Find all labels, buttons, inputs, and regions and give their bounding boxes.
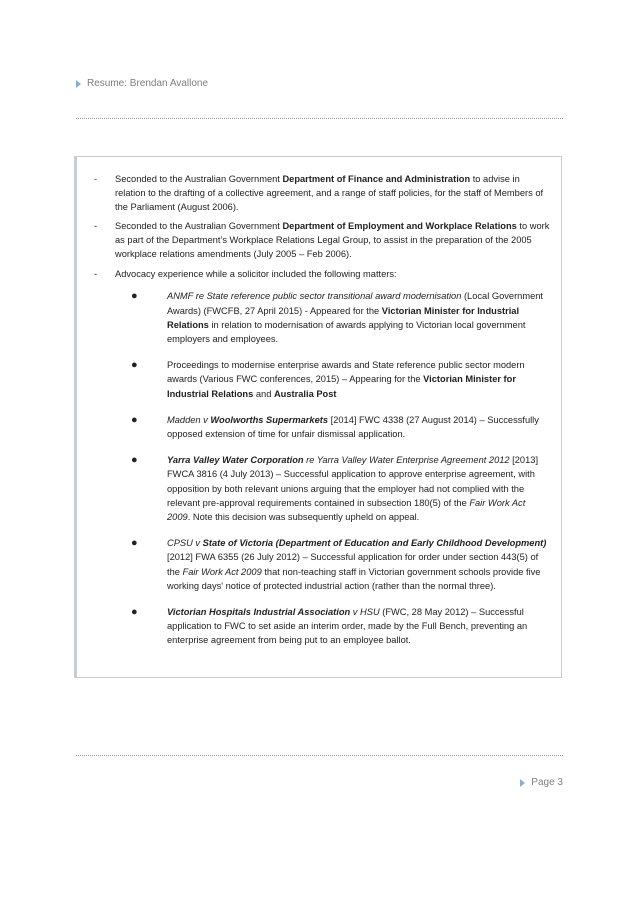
- list-item: ● CPSU v State of Victoria (Department of Education and Early Childhood Development) [2012] FWA 6355 (26 July 2012) – Successful application for order under section 443(5) of the Fair Work Act 2009 that non-teaching staff in Victorian government schools provide five working days' notice of protected industrial action (rather than the normal three).: [131, 537, 547, 591]
- triangle-icon: [520, 779, 525, 787]
- bullet-icon: ●: [131, 454, 138, 467]
- list-item: ● Madden v Woolworths Supermarkets [2014] FWC 4338 (27 August 2014) – Successfully opposed extension of time for unfair dismissal application.: [131, 413, 539, 440]
- page-header: [76, 78, 208, 89]
- dash-marker: -: [94, 269, 98, 280]
- page-footer: [520, 777, 563, 788]
- list-item: - Advocacy experience while a solicitor included the following matters:: [90, 267, 550, 281]
- matters-list: [90, 289, 550, 647]
- bullet-icon: ●: [131, 359, 138, 372]
- bullet-icon: ●: [131, 537, 138, 550]
- list-item: ● Yarra Valley Water Corporation re Yarra Valley Water Enterprise Agreement 2012 [2013] FWCA 3816 (4 July 2013) – Successful application to approve enterprise agreement, with opposition by both relevant unions arguing that the employer had not complied with the relevant pre-approval requirements contained in subsection 180(5) of the Fair Work Act 2009. Note this decision was subsequently upheld on appeal.: [131, 454, 539, 523]
- header-divider: [76, 118, 563, 119]
- list-item: - Seconded to the Australian Government Department of Finance and Administration to advise in relation to the drafting of a collective agreement, and a range of staff policies, for the staff of Members of the Parliament (August 2006).: [94, 174, 544, 213]
- list-item: ● Proceedings to modernise enterprise awards and State reference public sector modern awards (Various FWC conferences, 2015) – Appearing for the Victorian Minister for Industrial Relations and Australia Post: [131, 359, 525, 399]
- page-number: Page 3: [531, 777, 563, 788]
- bullet-icon: ●: [131, 413, 138, 426]
- dash-marker: -: [94, 220, 98, 231]
- bullet-icon: ●: [131, 290, 138, 303]
- footer-divider: [76, 755, 563, 756]
- dash-marker: -: [94, 174, 98, 184]
- list-item: - Seconded to the Australian Government Department of Employment and Workplace Relations to work as part of the Department’s Workplace Relations Legal Group, to assist in the preparation of the 2005 workplace relations amendments (July 2005 – Feb 2006).: [94, 220, 550, 260]
- bullet-icon: ●: [131, 606, 138, 619]
- header-title: Resume: Brendan Avallone: [87, 78, 209, 89]
- content-body: [90, 172, 550, 660]
- triangle-icon: [76, 80, 81, 88]
- list-item: ● ANMF re State reference public sector transitional award modernisation (Local Government Awards) (FWCFB, 27 April 2015) - Appeared for the Victorian Minister for Industrial Relations in relation to modernisation of awards applying to Victorian local government employers and employees.: [131, 290, 544, 345]
- list-item: ● Victorian Hospitals Industrial Association v HSU (FWC, 28 May 2012) – Successful application to FWC to set aside an interim order, made by the Full Bench, preventing an enterprise agreement from being put to an employee ballot.: [131, 606, 528, 646]
